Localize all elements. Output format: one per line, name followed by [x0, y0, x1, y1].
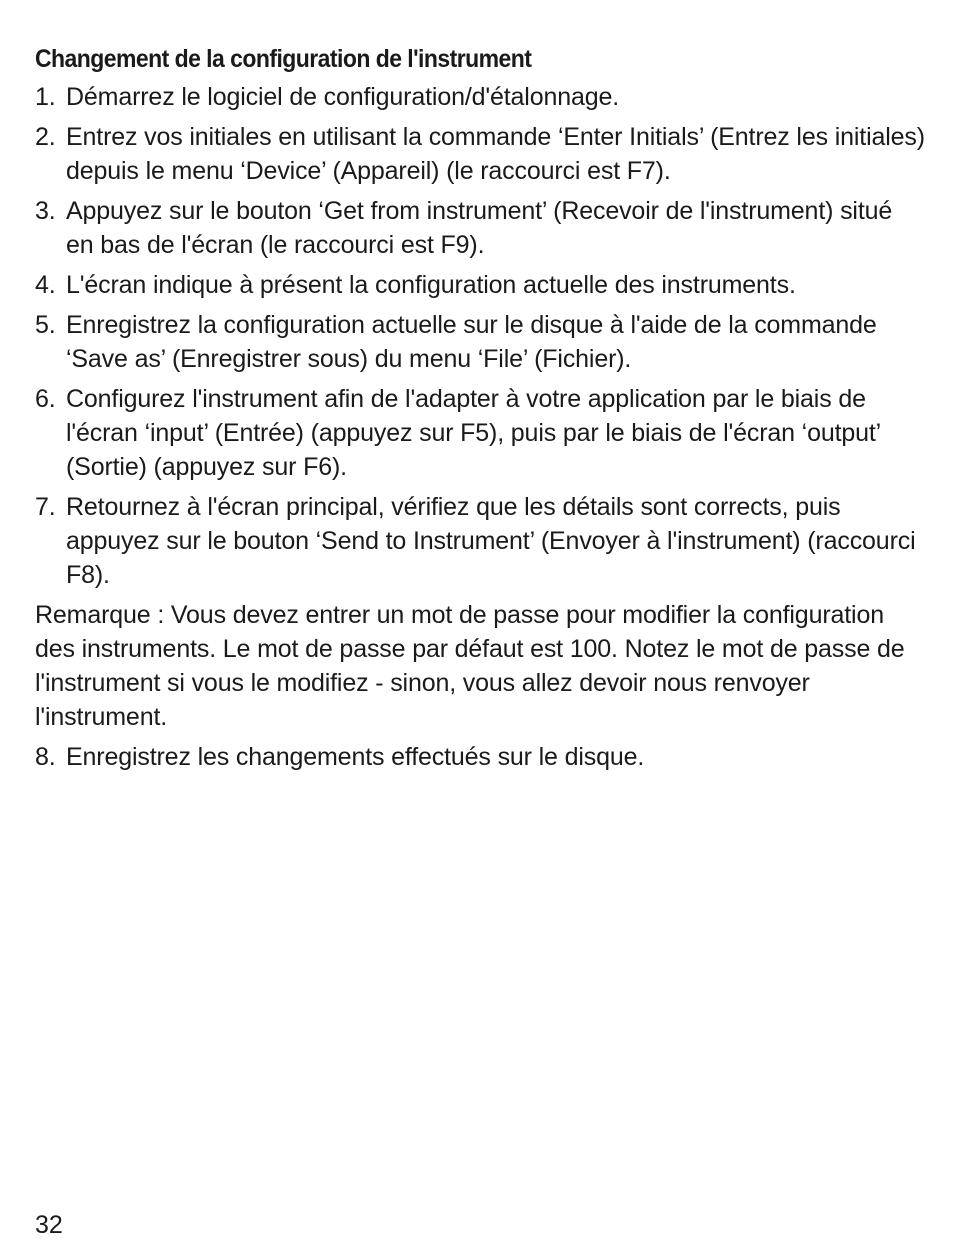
step-text: Démarrez le logiciel de configuration/d'étalonnage.	[66, 83, 620, 111]
page-number: 32	[35, 1211, 63, 1239]
step-text: Enregistrez les changements effectués sur le disque.	[66, 743, 645, 771]
step-number: 4.	[35, 271, 56, 299]
step-number: 8.	[35, 743, 56, 771]
step-number: 6.	[35, 385, 56, 413]
step-text: Entrez vos initiales en utilisant la commande ‘Enter Initials’ (Entrez les initiales) depuis le menu ‘Device’ (Appareil) (le raccourci est F7).	[66, 123, 925, 185]
step-number: 3.	[35, 197, 56, 225]
step-item	[35, 308, 925, 376]
steps-list	[35, 80, 925, 592]
step-text: Configurez l'instrument afin de l'adapter à votre application par le biais de l'écran ‘input’ (Entrée) (appuyez sur F5), puis par le biais de l'écran ‘output’ (Sortie) (appuyez sur F6).	[66, 385, 881, 481]
step-text: Enregistrez la configuration actuelle sur le disque à l'aide de la commande ‘Save as’ (Enregistrer sous) du menu ‘File’ (Fichier).	[66, 311, 877, 373]
steps-list-continued	[35, 740, 925, 774]
step-number: 1.	[35, 83, 56, 111]
step-number: 2.	[35, 123, 56, 151]
section-heading: Changement de la configuration de l'instrument	[35, 45, 532, 73]
step-item	[35, 194, 925, 262]
step-item	[35, 382, 925, 484]
page-content	[35, 42, 925, 780]
step-number: 7.	[35, 493, 56, 521]
step-text: Appuyez sur le bouton ‘Get from instrument’ (Recevoir de l'instrument) situé en bas de l'écran (le raccourci est F9).	[66, 197, 893, 259]
step-item	[35, 80, 925, 114]
password-note: Remarque : Vous devez entrer un mot de passe pour modifier la configuration des instruments. Le mot de passe par défaut est 100. Notez le mot de passe de l'instrument si vous le modifiez - sinon, vous allez devoir nous renvoyer l'instrument.	[35, 601, 905, 731]
step-number: 5.	[35, 311, 56, 339]
step-item	[35, 268, 925, 302]
step-item	[35, 740, 925, 774]
step-item	[35, 120, 925, 188]
step-item	[35, 490, 925, 592]
step-text: Retournez à l'écran principal, vérifiez que les détails sont corrects, puis appuyez sur le bouton ‘Send to Instrument’ (Envoyer à l'instrument) (raccourci F8).	[66, 493, 916, 589]
step-text: L'écran indique à présent la configuration actuelle des instruments.	[66, 271, 796, 299]
